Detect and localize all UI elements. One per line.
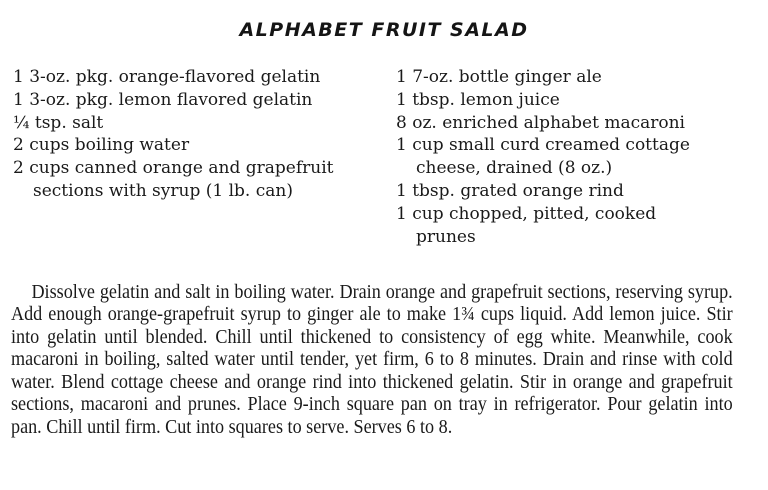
ingredient-text: 1 cup chopped, pitted, cooked [396, 203, 657, 224]
ingredient-text: 1 3-oz. pkg. orange-flavored gelatin [13, 67, 321, 87]
ingredients-left-column [13, 66, 334, 203]
ingredient-text: 1 cup small curd creamed cottage [396, 135, 690, 156]
ingredient-item [396, 66, 690, 89]
ingredient-item [396, 89, 690, 112]
ingredient-item [13, 134, 334, 157]
ingredient-item [396, 180, 690, 203]
ingredient-item [13, 89, 334, 112]
ingredient-continuation: sections with syrup (1 lb. can) [33, 180, 293, 201]
ingredient-text: 1 tbsp. lemon juice [396, 89, 560, 110]
ingredient-item [396, 112, 690, 135]
ingredient-text: 1 tbsp. grated orange rind [396, 180, 624, 201]
ingredient-text: ¼ tsp. salt [13, 112, 104, 133]
recipe-title: ALPHABET FRUIT SALAD [239, 19, 529, 41]
ingredient-continuation: prunes [416, 226, 476, 247]
ingredient-item [13, 112, 334, 135]
ingredient-text: 2 cups boiling water [13, 135, 190, 156]
ingredient-text: 1 3-oz. pkg. lemon flavored gelatin [13, 89, 313, 110]
ingredients-right-column [396, 66, 690, 248]
ingredient-item [13, 157, 334, 203]
ingredient-text: 1 7-oz. bottle ginger ale [396, 67, 602, 87]
recipe-directions: Dissolve gelatin and salt in boiling water. Drain orange and grapefruit sections, reserving syrup. Add enough orange-grapefruit syrup to ginger ale to make 1¾ cups liquid. Add lemon juice. Stir into gelatin until blended. Chill until thickened to consistency of egg white. Meanwhile, cook macaroni in boiling, salted water until tender, yet firm, 6 to 8 minutes. Drain and rinse with cold water. Blend cottage cheese and orange rind into thickened gelatin. Stir in orange and grapefruit sections, macaroni and prunes. Place 9-inch square pan on tray in refrigerator. Pour gelatin into pan. Chill until firm. Cut into squares to serve. Serves 6 to 8. [11, 281, 733, 439]
ingredient-continuation: cheese, drained (8 oz.) [416, 158, 613, 179]
ingredient-item [13, 66, 334, 89]
ingredient-item [396, 134, 690, 180]
ingredient-text: 8 oz. enriched alphabet macaroni [396, 112, 685, 133]
ingredient-text: 2 cups canned orange and grapefruit [13, 158, 334, 179]
ingredient-item [396, 203, 690, 249]
